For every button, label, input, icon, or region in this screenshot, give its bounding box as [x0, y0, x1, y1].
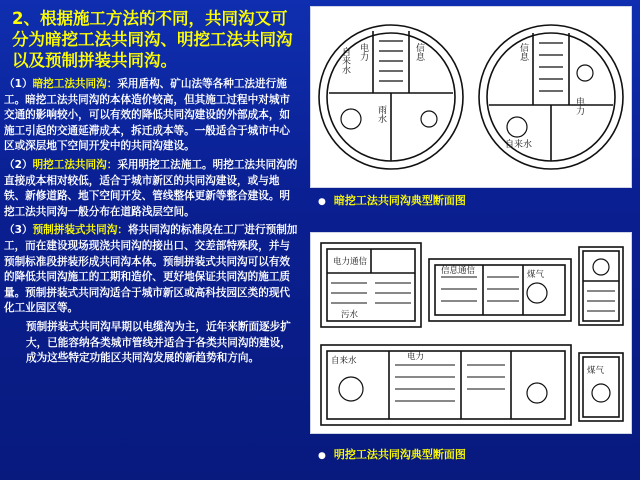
slide-title: 2、根据施工方法的不同，共同沟又可分为暗挖工法共同沟、明挖工法共同沟以及预制拼装共同沟。	[12, 9, 293, 70]
label-tunnel-right-3: 自来水	[505, 140, 533, 150]
label-tunnel-left-3: 信息	[414, 43, 424, 61]
section-1-body: 采用盾构、矿山法等各种工法进行施工。暗挖工法共同沟的本体造价较高，但其施工过程中对城市交通的影响较小，可以有效的降低共同沟建设的外部成本，如施工引起的交通延滞成本，拆迁成本等。一般适合于城市中心区或深层地下空间开发中的共同沟建设。	[4, 78, 291, 153]
label-tunnel-right-1: 信息	[518, 43, 528, 61]
section-1-head: 暗挖工法共同沟：	[32, 78, 118, 90]
label-tunnel-right-2: 电力	[574, 97, 584, 115]
section-2-body: 采用明挖工法施工。明挖工法共同沟的直接成本相对较低，适合于城市新区的共同沟建设，或与地铁、新修道路、地下空间开发、管线整体更新等整合建设。明挖工法共同沟一般分布在道路浅层空间。	[4, 158, 298, 218]
section-3	[4, 223, 300, 317]
section-2	[4, 158, 300, 220]
box-section-diagram	[310, 232, 632, 434]
bullet-icon: ●	[318, 451, 326, 461]
section-3-head: 预制拼装式共同沟：	[32, 224, 128, 237]
caption-bottom	[318, 446, 466, 462]
section-2-head: 明挖工法共同沟：	[32, 158, 118, 171]
caption-top	[318, 192, 466, 208]
final-paragraph: 预制拼装式共同沟早期以电缆沟为主，近年来断面逐步扩大，已能容纳各类城市管线并适合于各类共同沟的建设，成为这些特定功能区共同沟发展的新趋势和方向。	[26, 320, 291, 365]
caption-top-text: 暗挖工法共同沟典型断面图	[333, 194, 466, 207]
label-tunnel-left-2: 电力	[358, 43, 368, 61]
text-column	[4, 8, 300, 367]
tunnel-section-svg	[311, 7, 631, 187]
caption-bottom-text: 明挖工法共同沟典型断面图	[333, 448, 466, 461]
section-2-num: （2）	[4, 158, 33, 171]
bullet-icon: ●	[318, 197, 326, 207]
tunnel-section-diagram	[310, 6, 632, 188]
label-tunnel-left-1: 自来水	[340, 47, 350, 74]
label-box-top-1: 电力通信	[333, 257, 368, 267]
box-section-svg	[311, 233, 631, 433]
label-box-top-4: 煤气	[527, 270, 545, 280]
label-box-bot-3: 煤气	[587, 366, 605, 376]
label-box-top-3: 信息通信	[441, 266, 476, 276]
section-1	[4, 77, 300, 155]
label-tunnel-left-4: 雨水	[376, 105, 386, 123]
label-box-top-2: 污水	[341, 310, 359, 320]
section-3-num: （3）	[4, 224, 33, 237]
label-box-bot-1: 自来水	[331, 356, 357, 366]
section-1-num: （1）	[4, 78, 33, 90]
section-3-body: 将共同沟的标准段在工厂进行预制加工，而在建设现场现浇共同沟的接出口、交差部特殊段，并与预制标准段拼装形成共同沟本体。预制拼装式共同沟可以有效的降低共同沟施工的工期和造价、更好地保证共同沟的施工质量。预制拼装式共同沟适合于城市新区或高科技园区类的现代化工业园区等。	[4, 224, 298, 315]
label-box-bot-2: 电力	[407, 352, 425, 362]
